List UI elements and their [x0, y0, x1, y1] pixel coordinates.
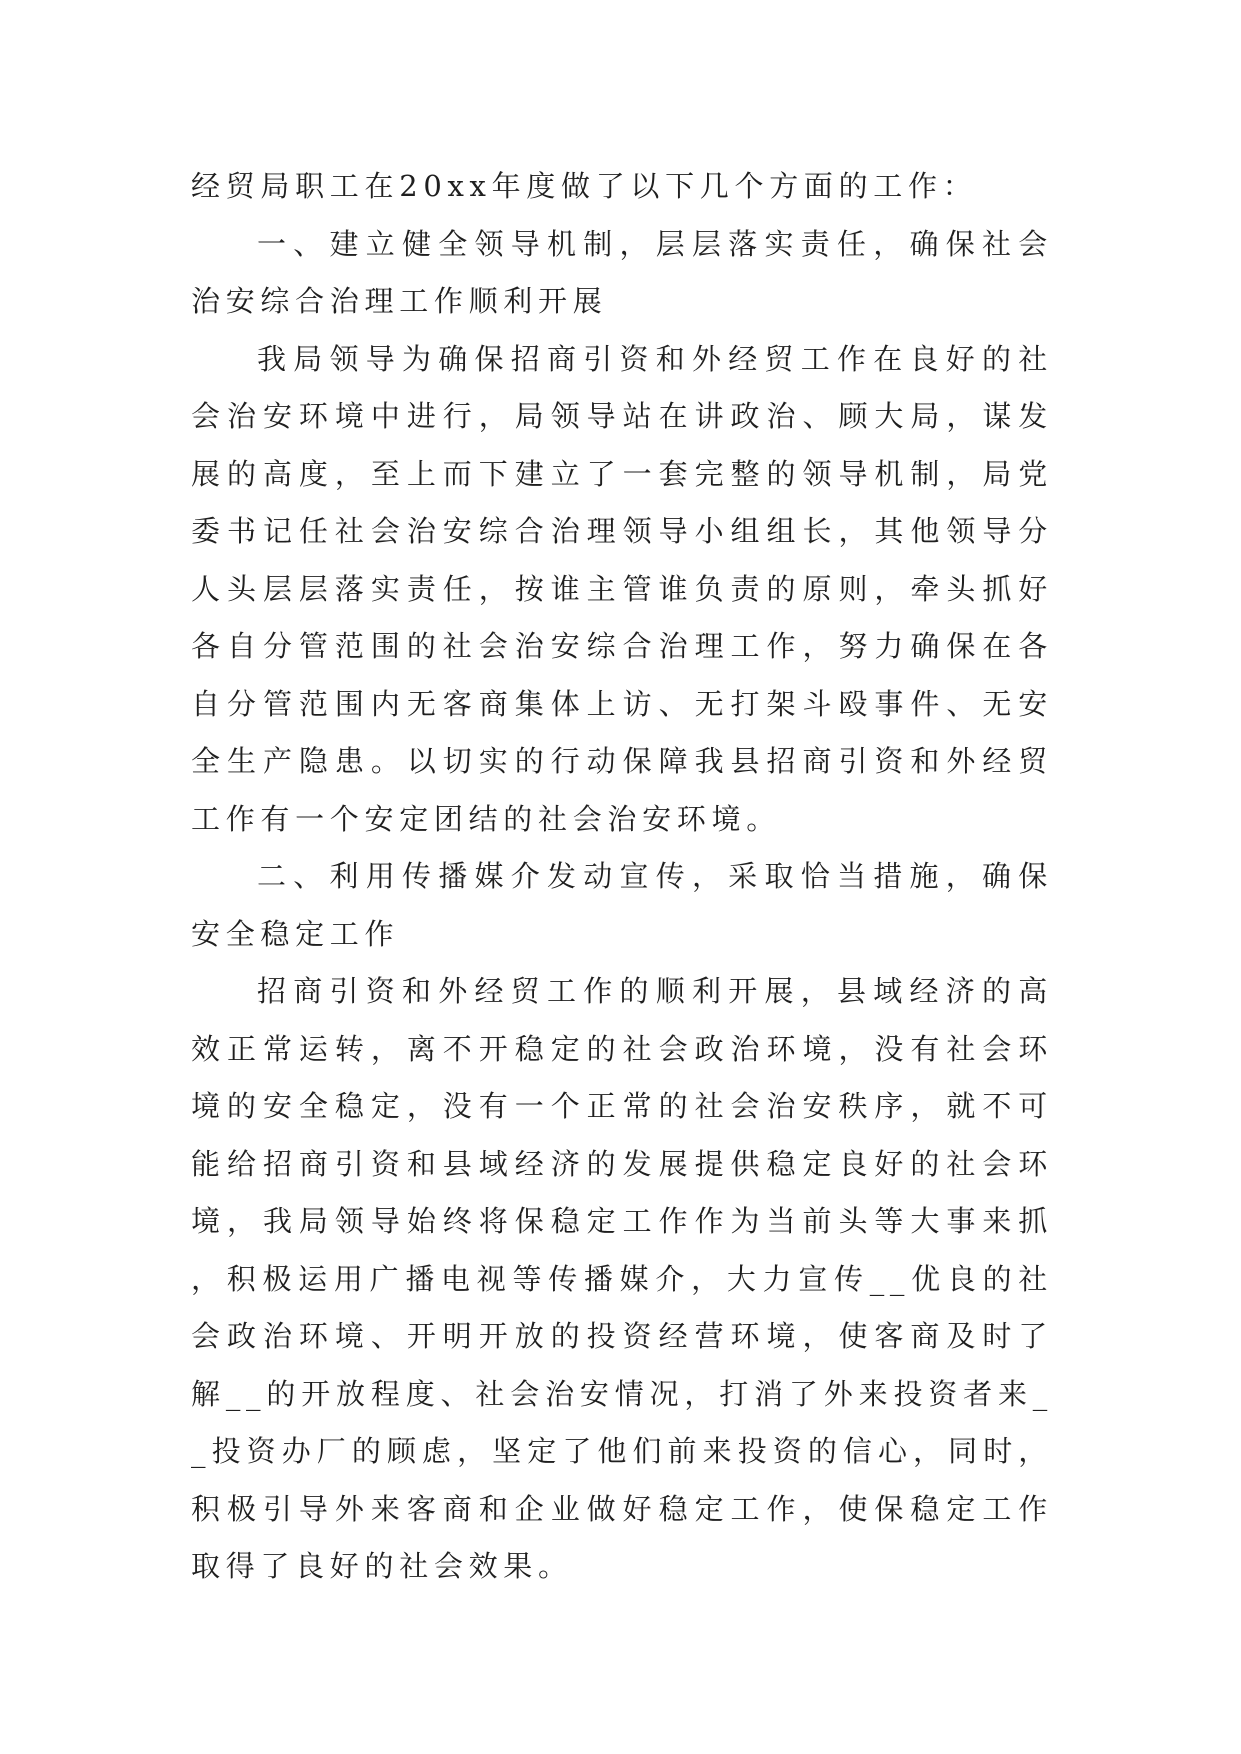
section-body-1: 我局领导为确保招商引资和外经贸工作在良好的社会治安环境中进行，局领导站在讲政治、顾大局，谋发展的高度，至上而下建立了一套完整的领导机制，局党委书记任社会治安综合治理领导小组组长，其他领导分人头层层落实责任，按谁主管谁负责的原则，牵头抓好各自分管范围的社会治安综合治理工作，努力确保在各自分管范围内无客商集体上访、无打架斗殴事件、无安全生产隐患。以切实的行动保障我县招商引资和外经贸工作有一个安定团结的社会治安环境。 [191, 341, 1053, 836]
intro-paragraph: 经贸局职工在20xx年度做了以下几个方面的工作： [191, 169, 978, 203]
section-heading-2: 二、利用传播媒介发动宣传，采取恰当措施，确保安全稳定工作 [191, 859, 1053, 951]
document-body [191, 158, 1053, 1596]
section-body-2: 招商引资和外经贸工作的顺利开展，县域经济的高效正常运转，离不开稳定的社会政治环境，没有社会环境的安全稳定，没有一个正常的社会治安秩序，就不可能给招商引资和县域经济的发展提供稳定良好的社会环境，我局领导始终将保稳定工作作为当前头等大事来抓，积极运用广播电视等传播媒介，大力宣传__优良的社会政治环境、开明开放的投资经营环境，使客商及时了解__的开放程度、社会治安情况，打消了外来投资者来__投资办厂的顾虑，坚定了他们前来投资的信心，同时，积极引导外来客商和企业做好稳定工作，使保稳定工作取得了良好的社会效果。 [191, 974, 1053, 1583]
section-heading-1: 一、建立健全领导机制，层层落实责任，确保社会治安综合治理工作顺利开展 [191, 226, 1053, 318]
